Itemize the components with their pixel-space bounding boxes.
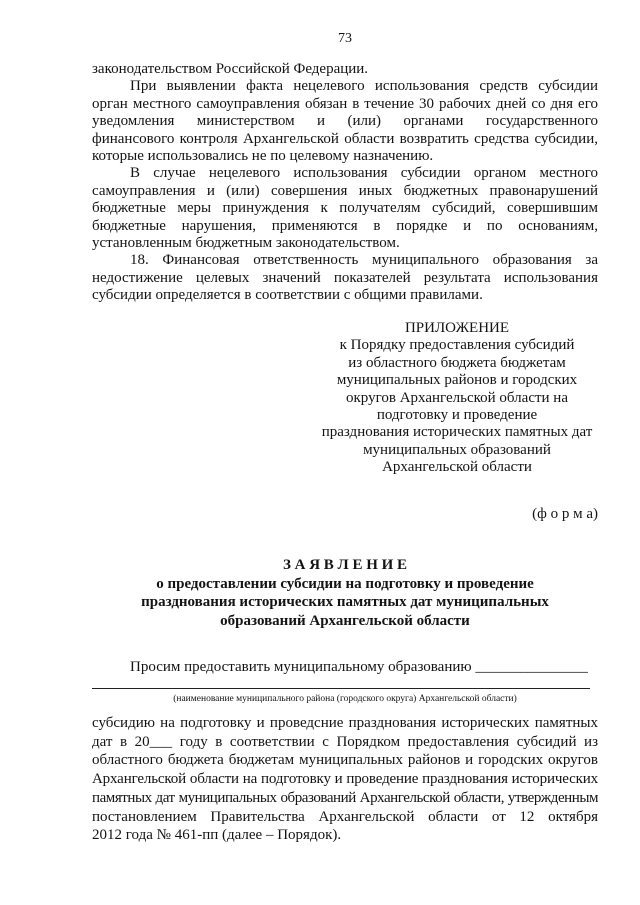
- body-line: орган местного самоуправления обязан в течение 30 рабочих дней со дня его: [92, 95, 598, 112]
- appendix-header: [312, 320, 602, 477]
- request-body-line: памятных дат муниципальных образований Архангельской области, утвержденным: [92, 789, 598, 806]
- request-body-line: дат в 20___ году в соответствии с Порядком предоставления субсидий из: [92, 733, 598, 750]
- statement-subtitle-line: о предоставлении субсидии на подготовку и проведение: [156, 575, 534, 592]
- body-line: которые использовались не по целевому назначению.: [92, 148, 434, 165]
- statement-subtitle-line: празднования исторических памятных дат муниципальных: [141, 594, 549, 611]
- appendix-line: муниципальных образований: [363, 441, 551, 458]
- request-body-line: субсидию на подготовку и проведсние празднования исторических памятных: [92, 715, 598, 731]
- appendix-line: подготовку и проведение: [376, 407, 538, 424]
- appendix-line: муниципальных районов и городских: [336, 372, 578, 389]
- statement-title: З А Я В Л Е Н И Е: [282, 557, 408, 573]
- appendix-title: ПРИЛОЖЕНИЕ: [404, 320, 510, 336]
- request-body-line: Архангельской области на подготовку и проведение празднования исторических: [92, 771, 598, 788]
- statement-subtitle-line: образований Архангельской области: [220, 613, 470, 630]
- body-line: установленным бюджетным законодательством.: [92, 235, 400, 252]
- body-line: субсидии определяется в соответствии с общими правилами.: [92, 287, 483, 304]
- appendix-line: Архангельской области: [382, 459, 532, 476]
- request-body-line: 2012 года № 461-пп (далее – Порядок).: [92, 827, 342, 844]
- body-line: недостижение целевых значений показателей результата использования: [92, 269, 598, 286]
- body-line: законодательством Российской Федерации.: [92, 61, 369, 77]
- statement-heading: [92, 556, 598, 631]
- body-text: [92, 61, 598, 305]
- municipality-name-caption: (наименование муниципального района (городского округа) Архангельской области): [173, 694, 517, 704]
- body-line: уведомления министерством и (или) органами государственного: [92, 113, 598, 130]
- request-body-line: областного бюджета бюджетам муниципальных районов и городских округов: [92, 752, 598, 769]
- request-body: [92, 714, 598, 845]
- appendix-line: из областного бюджета бюджетам: [348, 354, 566, 371]
- appendix-line: празднования исторических памятных дат: [321, 424, 593, 441]
- appendix-line: округов Архангельской области на: [346, 389, 568, 406]
- request-body-line: постановлением Правительства Архангельской области от 12 октября: [92, 808, 598, 825]
- body-line: бюджетные нарушения, применяются в порядке и по основаниям,: [92, 217, 598, 234]
- page-number: 73: [338, 31, 352, 46]
- request-line: Просим предоставить муниципальному образованию _______________: [130, 659, 588, 675]
- appendix-line: к Порядку предоставления субсидий: [339, 337, 575, 354]
- body-line: бюджетные меры принуждения к получателям субсидий, совершившим: [92, 200, 598, 217]
- body-line: В случае нецелевого использования субсидии органом местного: [130, 165, 598, 182]
- body-line: При выявлении факта нецелевого использования средств субсидии: [130, 78, 598, 95]
- form-label: (ф о р м а): [532, 506, 598, 522]
- body-line: 18. Финансовая ответственность муниципального образования за: [130, 252, 598, 269]
- body-line: самоуправления и (или) совершения иных бюджетных правонарушений: [92, 182, 598, 199]
- body-line: финансового контроля Архангельской области возвратить средства субсидии,: [92, 130, 598, 147]
- municipality-name-blank: [92, 688, 590, 689]
